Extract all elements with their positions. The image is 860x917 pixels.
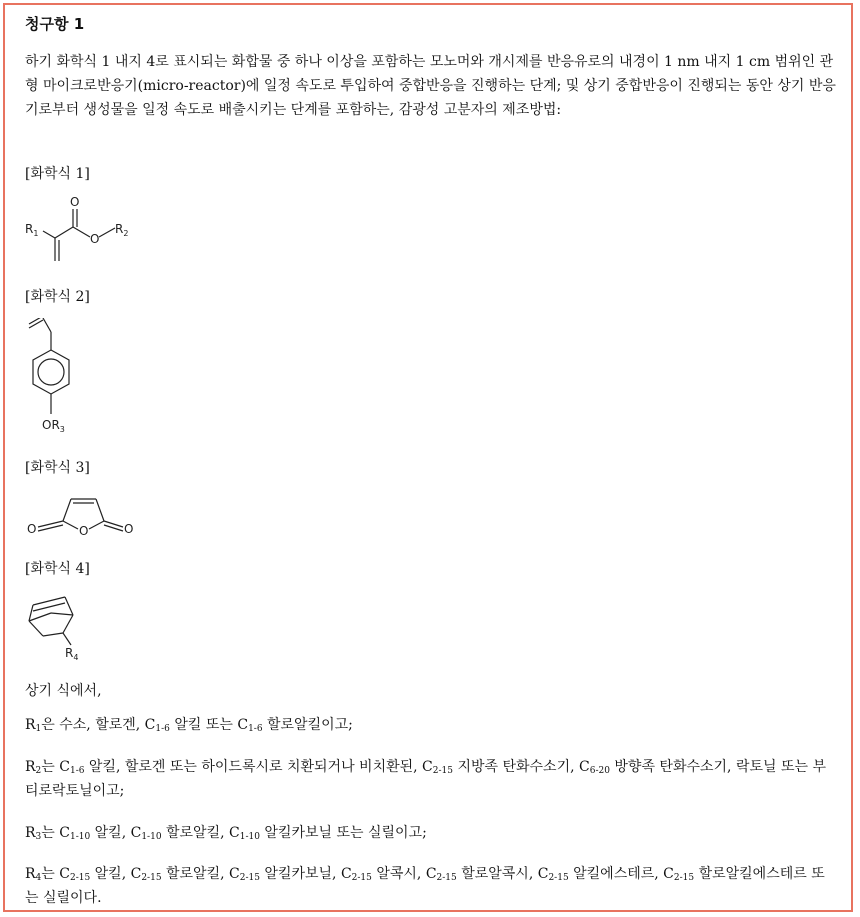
claim-frame — [3, 3, 853, 912]
formula-4-r4: $R_4$ — [65, 646, 79, 661]
formula-2-or3: $OR_3$ — [42, 418, 65, 434]
claim-title: 청구항 1 — [25, 15, 85, 33]
formula-3-o-ring: O — [79, 524, 89, 538]
formula-3-label: [화학식 3] — [25, 460, 90, 476]
formula-2-label: [화학식 2] — [25, 289, 90, 305]
formula-1-structure — [25, 193, 165, 268]
definition-r3: $R_3$는 $C_{1-10}$ 알킬, $C_{1-10}$ 할로알킬, $C_{1-10}$ 알킬카보닐 또는 실릴이고; — [25, 825, 427, 842]
definition-r1: $R_1$은 수소, 할로겐, $C_{1-6}$ 알킬 또는 $C_{1-6}$ 할로알킬이고; — [25, 717, 353, 734]
formula-2-structure — [25, 318, 105, 438]
claim-main-text: 하기 화학식 1 내지 4로 표시되는 화합물 중 하나 이상을 포함하는 모노머와 개시제를 반응유로의 내경이 1 nm 내지 1 cm 범위인 관형 마이크로반응기(micro-reactor)에 일정 속도로 투입하여 중합반응을 진행하는 단계; 및 상기 중합반응이 진행되는 동안 상기 반응기로부터 생성물을 일정 속도로 배출시키는 단계를 포함하는, 감광성 고분자의 제조방법: — [25, 54, 836, 118]
formula-1-r2: $R_2$ — [115, 222, 129, 238]
definitions-intro: 상기 식에서, — [25, 683, 102, 699]
formula-3-o-right: O — [124, 522, 134, 536]
definition-r2: $R_2$는 $C_{1-6}$ 알킬, 할로겐 또는 하이드록시로 치환되거나 비치환된, $C_{2-15}$ 지방족 탄화수소기, $C_{6-20}$ 방향족 탄화수소기, 락토닐 또는 부티로락토닐이고; — [25, 759, 826, 799]
formula-1-r1: $R_1$ — [25, 222, 39, 238]
formula-3-structure — [25, 485, 135, 540]
formula-1-ester-o: O — [90, 232, 100, 246]
formula-1-ketone-o: O — [70, 195, 80, 209]
formula-3-o-left: O — [27, 522, 37, 536]
formula-1-label: [화학식 1] — [25, 166, 90, 182]
formula-4-label: [화학식 4] — [25, 561, 90, 577]
definition-r4: $R_4$는 $C_{2-15}$ 알킬, $C_{2-15}$ 할로알킬, $C_{2-15}$ 알킬카보닐, $C_{2-15}$ 알콕시, $C_{2-15}$ 할로알콕시, $C_{2-15}$ 알킬에스테르, $C_{2-15}$ 할로알킬에스테르 또는 실릴이다. — [25, 866, 825, 906]
formula-4-structure — [25, 591, 115, 661]
